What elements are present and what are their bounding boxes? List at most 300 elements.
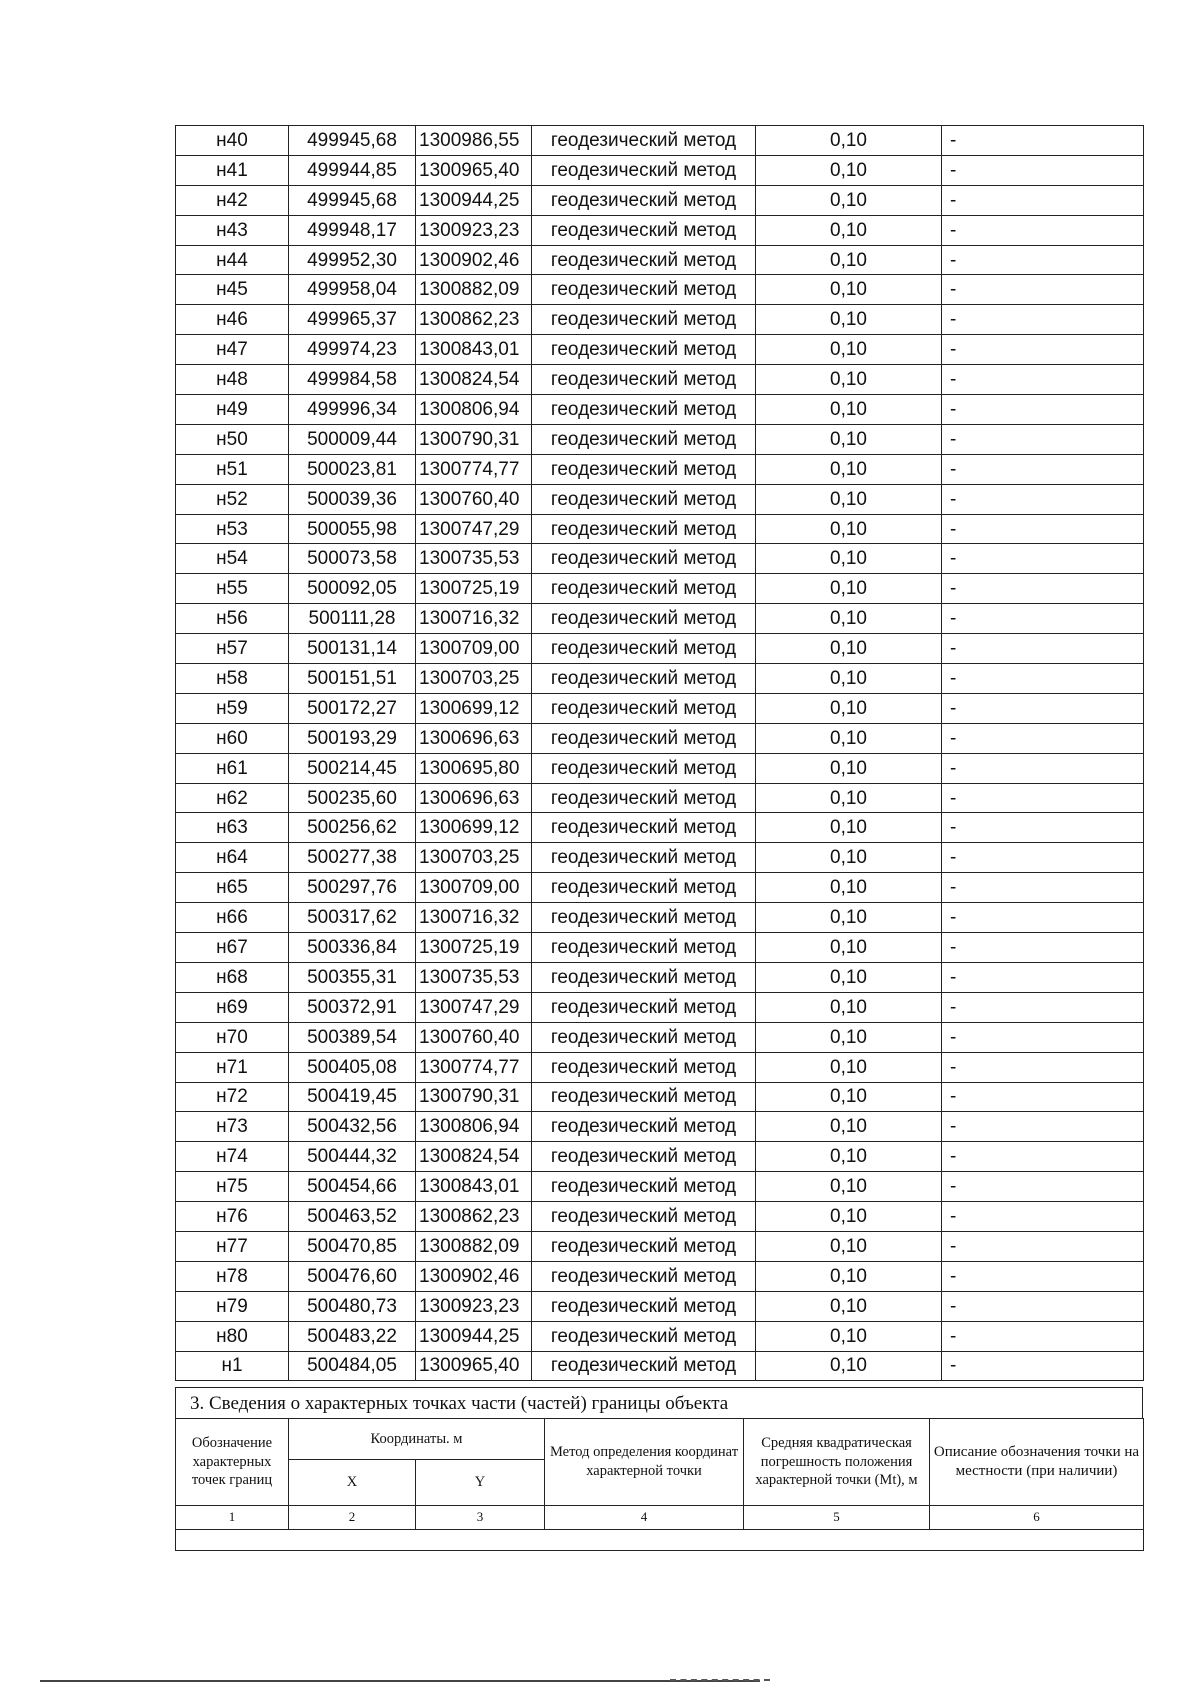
error-cell: 0,10: [756, 843, 942, 873]
coord-x-cell: 500463,52: [289, 1202, 416, 1232]
table-row: [176, 933, 1144, 963]
table-row: [176, 1142, 1144, 1172]
coord-y-cell: 1300725,19: [416, 933, 532, 963]
point-name-cell: н53: [176, 514, 289, 544]
method-cell: геодезический метод: [532, 1112, 756, 1142]
point-name-cell: н76: [176, 1202, 289, 1232]
coord-y-cell: 1300735,53: [416, 962, 532, 992]
error-cell: 0,10: [756, 693, 942, 723]
table-row: [176, 1082, 1144, 1112]
point-name-cell: н49: [176, 395, 289, 425]
method-cell: геодезический метод: [532, 335, 756, 365]
table-row: [176, 365, 1144, 395]
point-name-cell: н60: [176, 723, 289, 753]
table-row: [176, 1261, 1144, 1291]
error-cell: 0,10: [756, 1321, 942, 1351]
point-name-cell: н54: [176, 544, 289, 574]
description-cell: -: [942, 454, 1144, 484]
coord-y-cell: 1300902,46: [416, 1261, 532, 1291]
error-cell: 0,10: [756, 305, 942, 335]
coord-x-cell: 500372,91: [289, 992, 416, 1022]
description-cell: -: [942, 335, 1144, 365]
coord-y-cell: 1300965,40: [416, 1351, 532, 1381]
table-row: [176, 753, 1144, 783]
description-cell: -: [942, 1112, 1144, 1142]
point-name-cell: н71: [176, 1052, 289, 1082]
point-name-cell: н66: [176, 903, 289, 933]
coord-y-cell: 1300760,40: [416, 484, 532, 514]
coord-x-cell: 500476,60: [289, 1261, 416, 1291]
point-name-cell: н75: [176, 1172, 289, 1202]
point-name-cell: н64: [176, 843, 289, 873]
description-cell: -: [942, 664, 1144, 694]
column-number: 4: [545, 1506, 744, 1530]
coord-x-cell: 500355,31: [289, 962, 416, 992]
description-cell: -: [942, 544, 1144, 574]
description-cell: -: [942, 992, 1144, 1022]
description-cell: -: [942, 962, 1144, 992]
error-cell: 0,10: [756, 1142, 942, 1172]
table-row: [176, 903, 1144, 933]
coord-x-cell: 499945,68: [289, 185, 416, 215]
coord-x-cell: 500172,27: [289, 693, 416, 723]
method-cell: геодезический метод: [532, 424, 756, 454]
method-cell: геодезический метод: [532, 395, 756, 425]
description-cell: -: [942, 1351, 1144, 1381]
coord-y-cell: 1300696,63: [416, 723, 532, 753]
coord-x-cell: 500317,62: [289, 903, 416, 933]
column-number: 5: [744, 1506, 930, 1530]
coord-x-cell: 500405,08: [289, 1052, 416, 1082]
point-name-cell: н46: [176, 305, 289, 335]
table-row: [176, 245, 1144, 275]
method-cell: геодезический метод: [532, 1142, 756, 1172]
description-cell: -: [942, 903, 1144, 933]
description-cell: -: [942, 484, 1144, 514]
error-cell: 0,10: [756, 873, 942, 903]
coord-y-cell: 1300824,54: [416, 365, 532, 395]
description-cell: -: [942, 514, 1144, 544]
table-row: [176, 544, 1144, 574]
point-name-cell: н61: [176, 753, 289, 783]
coord-x-cell: 500214,45: [289, 753, 416, 783]
coord-x-cell: 500297,76: [289, 873, 416, 903]
point-name-cell: н47: [176, 335, 289, 365]
scan-edge-line: [40, 1680, 760, 1682]
coord-x-cell: 500039,36: [289, 484, 416, 514]
table-row: [176, 962, 1144, 992]
error-cell: 0,10: [756, 962, 942, 992]
error-cell: 0,10: [756, 574, 942, 604]
coord-x-cell: 499948,17: [289, 215, 416, 245]
error-cell: 0,10: [756, 365, 942, 395]
coord-x-cell: 500470,85: [289, 1231, 416, 1261]
point-name-cell: н67: [176, 933, 289, 963]
coord-y-cell: 1300862,23: [416, 305, 532, 335]
table-row: [176, 1202, 1144, 1232]
description-cell: -: [942, 1052, 1144, 1082]
table-row: [176, 1351, 1144, 1381]
error-cell: 0,10: [756, 126, 942, 156]
header-description: Описание обозначения точки на местности (при наличии): [930, 1419, 1144, 1506]
column-number: 6: [930, 1506, 1144, 1530]
method-cell: геодезический метод: [532, 843, 756, 873]
method-cell: геодезический метод: [532, 992, 756, 1022]
coord-y-cell: 1300882,09: [416, 1231, 532, 1261]
point-name-cell: н62: [176, 783, 289, 813]
method-cell: геодезический метод: [532, 753, 756, 783]
description-cell: -: [942, 634, 1144, 664]
coord-y-cell: 1300923,23: [416, 1291, 532, 1321]
method-cell: геодезический метод: [532, 664, 756, 694]
description-cell: -: [942, 843, 1144, 873]
coord-x-cell: 499965,37: [289, 305, 416, 335]
table-row: [176, 305, 1144, 335]
method-cell: геодезический метод: [532, 155, 756, 185]
coord-x-cell: 499945,68: [289, 126, 416, 156]
error-cell: 0,10: [756, 1351, 942, 1381]
header-error: Средняя квадратическая погрешность положения характерной точки (Mt), м: [744, 1419, 930, 1506]
table-row: [176, 1052, 1144, 1082]
description-cell: -: [942, 933, 1144, 963]
method-cell: геодезический метод: [532, 1082, 756, 1112]
coord-y-cell: 1300695,80: [416, 753, 532, 783]
method-cell: геодезический метод: [532, 544, 756, 574]
coord-x-cell: 499974,23: [289, 335, 416, 365]
coord-y-cell: 1300774,77: [416, 454, 532, 484]
header-method: Метод определения координат характерной точки: [545, 1419, 744, 1506]
error-cell: 0,10: [756, 933, 942, 963]
table-row: [176, 873, 1144, 903]
coord-y-cell: 1300824,54: [416, 1142, 532, 1172]
error-cell: 0,10: [756, 185, 942, 215]
method-cell: геодезический метод: [532, 783, 756, 813]
method-cell: геодезический метод: [532, 903, 756, 933]
point-name-cell: н44: [176, 245, 289, 275]
error-cell: 0,10: [756, 395, 942, 425]
point-name-cell: н55: [176, 574, 289, 604]
error-cell: 0,10: [756, 992, 942, 1022]
error-cell: 0,10: [756, 753, 942, 783]
point-name-cell: н68: [176, 962, 289, 992]
table-row: [176, 634, 1144, 664]
coord-y-cell: 1300882,09: [416, 275, 532, 305]
coord-x-cell: 500256,62: [289, 813, 416, 843]
table-row: [176, 1112, 1144, 1142]
coord-y-cell: 1300735,53: [416, 544, 532, 574]
points-table-body: [176, 126, 1144, 1381]
description-cell: -: [942, 1261, 1144, 1291]
point-name-cell: н56: [176, 604, 289, 634]
column-number: 2: [289, 1506, 416, 1530]
point-name-cell: н77: [176, 1231, 289, 1261]
scan-edge-dash: [670, 1679, 770, 1681]
method-cell: геодезический метод: [532, 723, 756, 753]
coord-x-cell: 500111,28: [289, 604, 416, 634]
description-cell: -: [942, 365, 1144, 395]
error-cell: 0,10: [756, 1172, 942, 1202]
coord-y-cell: 1300747,29: [416, 514, 532, 544]
coord-y-cell: 1300790,31: [416, 1082, 532, 1112]
description-cell: -: [942, 155, 1144, 185]
coord-x-cell: 499996,34: [289, 395, 416, 425]
coord-x-cell: 499958,04: [289, 275, 416, 305]
error-cell: 0,10: [756, 245, 942, 275]
point-name-cell: н69: [176, 992, 289, 1022]
coord-x-cell: 500484,05: [289, 1351, 416, 1381]
error-cell: 0,10: [756, 1291, 942, 1321]
error-cell: 0,10: [756, 604, 942, 634]
description-cell: -: [942, 245, 1144, 275]
description-cell: -: [942, 1082, 1144, 1112]
coord-y-cell: 1300902,46: [416, 245, 532, 275]
table-row: [176, 574, 1144, 604]
table-row: [176, 395, 1144, 425]
method-cell: геодезический метод: [532, 1231, 756, 1261]
coord-y-cell: 1300843,01: [416, 335, 532, 365]
method-cell: геодезический метод: [532, 1022, 756, 1052]
coord-y-cell: 1300760,40: [416, 1022, 532, 1052]
coord-y-cell: 1300790,31: [416, 424, 532, 454]
coord-y-cell: 1300709,00: [416, 634, 532, 664]
method-cell: геодезический метод: [532, 604, 756, 634]
point-name-cell: н45: [176, 275, 289, 305]
method-cell: геодезический метод: [532, 1291, 756, 1321]
table-row: [176, 1321, 1144, 1351]
error-cell: 0,10: [756, 1202, 942, 1232]
coord-y-cell: 1300862,23: [416, 1202, 532, 1232]
description-cell: -: [942, 753, 1144, 783]
header-point-designation: Обозначение характерных точек границ: [176, 1419, 289, 1506]
description-cell: -: [942, 604, 1144, 634]
coord-y-cell: 1300986,55: [416, 126, 532, 156]
coord-x-cell: 500483,22: [289, 1321, 416, 1351]
header-coordinates: Координаты. м: [289, 1419, 545, 1460]
method-cell: геодезический метод: [532, 514, 756, 544]
description-cell: -: [942, 185, 1144, 215]
column-number: 3: [416, 1506, 545, 1530]
description-cell: -: [942, 723, 1144, 753]
method-cell: геодезический метод: [532, 574, 756, 604]
point-name-cell: н57: [176, 634, 289, 664]
table-row: [176, 1022, 1144, 1052]
point-name-cell: н48: [176, 365, 289, 395]
description-cell: -: [942, 424, 1144, 454]
method-cell: геодезический метод: [532, 305, 756, 335]
coord-x-cell: 500193,29: [289, 723, 416, 753]
method-cell: геодезический метод: [532, 1172, 756, 1202]
coord-y-cell: 1300923,23: [416, 215, 532, 245]
point-name-cell: н63: [176, 813, 289, 843]
description-cell: -: [942, 1022, 1144, 1052]
method-cell: геодезический метод: [532, 365, 756, 395]
coord-y-cell: 1300709,00: [416, 873, 532, 903]
method-cell: геодезический метод: [532, 1321, 756, 1351]
table-row: [176, 992, 1144, 1022]
coord-x-cell: 500419,45: [289, 1082, 416, 1112]
table-row: [176, 723, 1144, 753]
description-cell: -: [942, 1291, 1144, 1321]
error-cell: 0,10: [756, 1022, 942, 1052]
coord-x-cell: 500151,51: [289, 664, 416, 694]
coord-y-cell: 1300699,12: [416, 813, 532, 843]
point-name-cell: н43: [176, 215, 289, 245]
coord-x-cell: 500092,05: [289, 574, 416, 604]
table-row: [176, 454, 1144, 484]
error-cell: 0,10: [756, 813, 942, 843]
description-cell: -: [942, 574, 1144, 604]
table-row: [176, 664, 1144, 694]
error-cell: 0,10: [756, 514, 942, 544]
method-cell: геодезический метод: [532, 126, 756, 156]
coord-x-cell: 499944,85: [289, 155, 416, 185]
coord-y-cell: 1300965,40: [416, 155, 532, 185]
table-row: [176, 604, 1144, 634]
coord-y-cell: 1300703,25: [416, 664, 532, 694]
point-name-cell: н79: [176, 1291, 289, 1321]
description-cell: -: [942, 1142, 1144, 1172]
table-row: [176, 484, 1144, 514]
table-row: [176, 813, 1144, 843]
point-name-cell: н70: [176, 1022, 289, 1052]
coord-y-cell: 1300944,25: [416, 185, 532, 215]
coord-y-cell: 1300806,94: [416, 1112, 532, 1142]
coord-y-cell: 1300716,32: [416, 903, 532, 933]
method-cell: геодезический метод: [532, 454, 756, 484]
section-3-title: 3. Сведения о характерных точках части (частей) границы объекта: [175, 1387, 1143, 1419]
coord-x-cell: 500055,98: [289, 514, 416, 544]
coord-x-cell: 499984,58: [289, 365, 416, 395]
coord-x-cell: 500235,60: [289, 783, 416, 813]
point-name-cell: н42: [176, 185, 289, 215]
table-row: [176, 783, 1144, 813]
description-cell: -: [942, 1202, 1144, 1232]
description-cell: -: [942, 1231, 1144, 1261]
point-name-cell: н73: [176, 1112, 289, 1142]
empty-row: [176, 1530, 1144, 1551]
error-cell: 0,10: [756, 664, 942, 694]
coord-x-cell: 500480,73: [289, 1291, 416, 1321]
description-cell: -: [942, 215, 1144, 245]
error-cell: 0,10: [756, 335, 942, 365]
error-cell: 0,10: [756, 454, 942, 484]
description-cell: -: [942, 1321, 1144, 1351]
coord-y-cell: 1300774,77: [416, 1052, 532, 1082]
coord-y-cell: 1300843,01: [416, 1172, 532, 1202]
description-cell: -: [942, 275, 1144, 305]
coord-x-cell: 500277,38: [289, 843, 416, 873]
error-cell: 0,10: [756, 484, 942, 514]
method-cell: геодезический метод: [532, 813, 756, 843]
point-name-cell: н72: [176, 1082, 289, 1112]
table-row: [176, 215, 1144, 245]
method-cell: геодезический метод: [532, 245, 756, 275]
description-cell: -: [942, 395, 1144, 425]
description-cell: -: [942, 305, 1144, 335]
coord-x-cell: 500389,54: [289, 1022, 416, 1052]
table-row: [176, 126, 1144, 156]
table-row: [176, 424, 1144, 454]
point-name-cell: н78: [176, 1261, 289, 1291]
error-cell: 0,10: [756, 723, 942, 753]
section-3-table: [175, 1418, 1144, 1551]
method-cell: геодезический метод: [532, 873, 756, 903]
coord-x-cell: 500336,84: [289, 933, 416, 963]
method-cell: геодезический метод: [532, 215, 756, 245]
point-name-cell: н59: [176, 693, 289, 723]
coord-y-cell: 1300944,25: [416, 1321, 532, 1351]
coord-x-cell: 500432,56: [289, 1112, 416, 1142]
method-cell: геодезический метод: [532, 962, 756, 992]
error-cell: 0,10: [756, 544, 942, 574]
method-cell: геодезический метод: [532, 933, 756, 963]
error-cell: 0,10: [756, 903, 942, 933]
table-row: [176, 185, 1144, 215]
error-cell: 0,10: [756, 155, 942, 185]
points-table: [175, 125, 1144, 1381]
description-cell: -: [942, 873, 1144, 903]
method-cell: геодезический метод: [532, 275, 756, 305]
coord-y-cell: 1300703,25: [416, 843, 532, 873]
coord-x-cell: 500444,32: [289, 1142, 416, 1172]
table-row: [176, 693, 1144, 723]
coord-x-cell: 500009,44: [289, 424, 416, 454]
method-cell: геодезический метод: [532, 185, 756, 215]
coord-y-cell: 1300725,19: [416, 574, 532, 604]
table-row: [176, 1291, 1144, 1321]
method-cell: геодезический метод: [532, 1052, 756, 1082]
error-cell: 0,10: [756, 1052, 942, 1082]
coord-x-cell: 500023,81: [289, 454, 416, 484]
error-cell: 0,10: [756, 634, 942, 664]
point-name-cell: н1: [176, 1351, 289, 1381]
error-cell: 0,10: [756, 424, 942, 454]
method-cell: геодезический метод: [532, 634, 756, 664]
header-x: X: [289, 1460, 416, 1506]
header-y: Y: [416, 1460, 545, 1506]
point-name-cell: н52: [176, 484, 289, 514]
method-cell: геодезический метод: [532, 484, 756, 514]
description-cell: -: [942, 783, 1144, 813]
error-cell: 0,10: [756, 783, 942, 813]
error-cell: 0,10: [756, 1231, 942, 1261]
coord-x-cell: 499952,30: [289, 245, 416, 275]
coord-y-cell: 1300716,32: [416, 604, 532, 634]
point-name-cell: н40: [176, 126, 289, 156]
coord-y-cell: 1300747,29: [416, 992, 532, 1022]
error-cell: 0,10: [756, 1261, 942, 1291]
description-cell: -: [942, 126, 1144, 156]
method-cell: геодезический метод: [532, 1351, 756, 1381]
error-cell: 0,10: [756, 1082, 942, 1112]
description-cell: -: [942, 693, 1144, 723]
point-name-cell: н58: [176, 664, 289, 694]
method-cell: геодезический метод: [532, 693, 756, 723]
method-cell: геодезический метод: [532, 1261, 756, 1291]
table-row: [176, 1231, 1144, 1261]
table-row: [176, 514, 1144, 544]
table-row: [176, 1172, 1144, 1202]
error-cell: 0,10: [756, 275, 942, 305]
table-row: [176, 843, 1144, 873]
table-row: [176, 155, 1144, 185]
description-cell: -: [942, 813, 1144, 843]
coord-x-cell: 500131,14: [289, 634, 416, 664]
point-name-cell: н50: [176, 424, 289, 454]
point-name-cell: н51: [176, 454, 289, 484]
error-cell: 0,10: [756, 1112, 942, 1142]
point-name-cell: н65: [176, 873, 289, 903]
